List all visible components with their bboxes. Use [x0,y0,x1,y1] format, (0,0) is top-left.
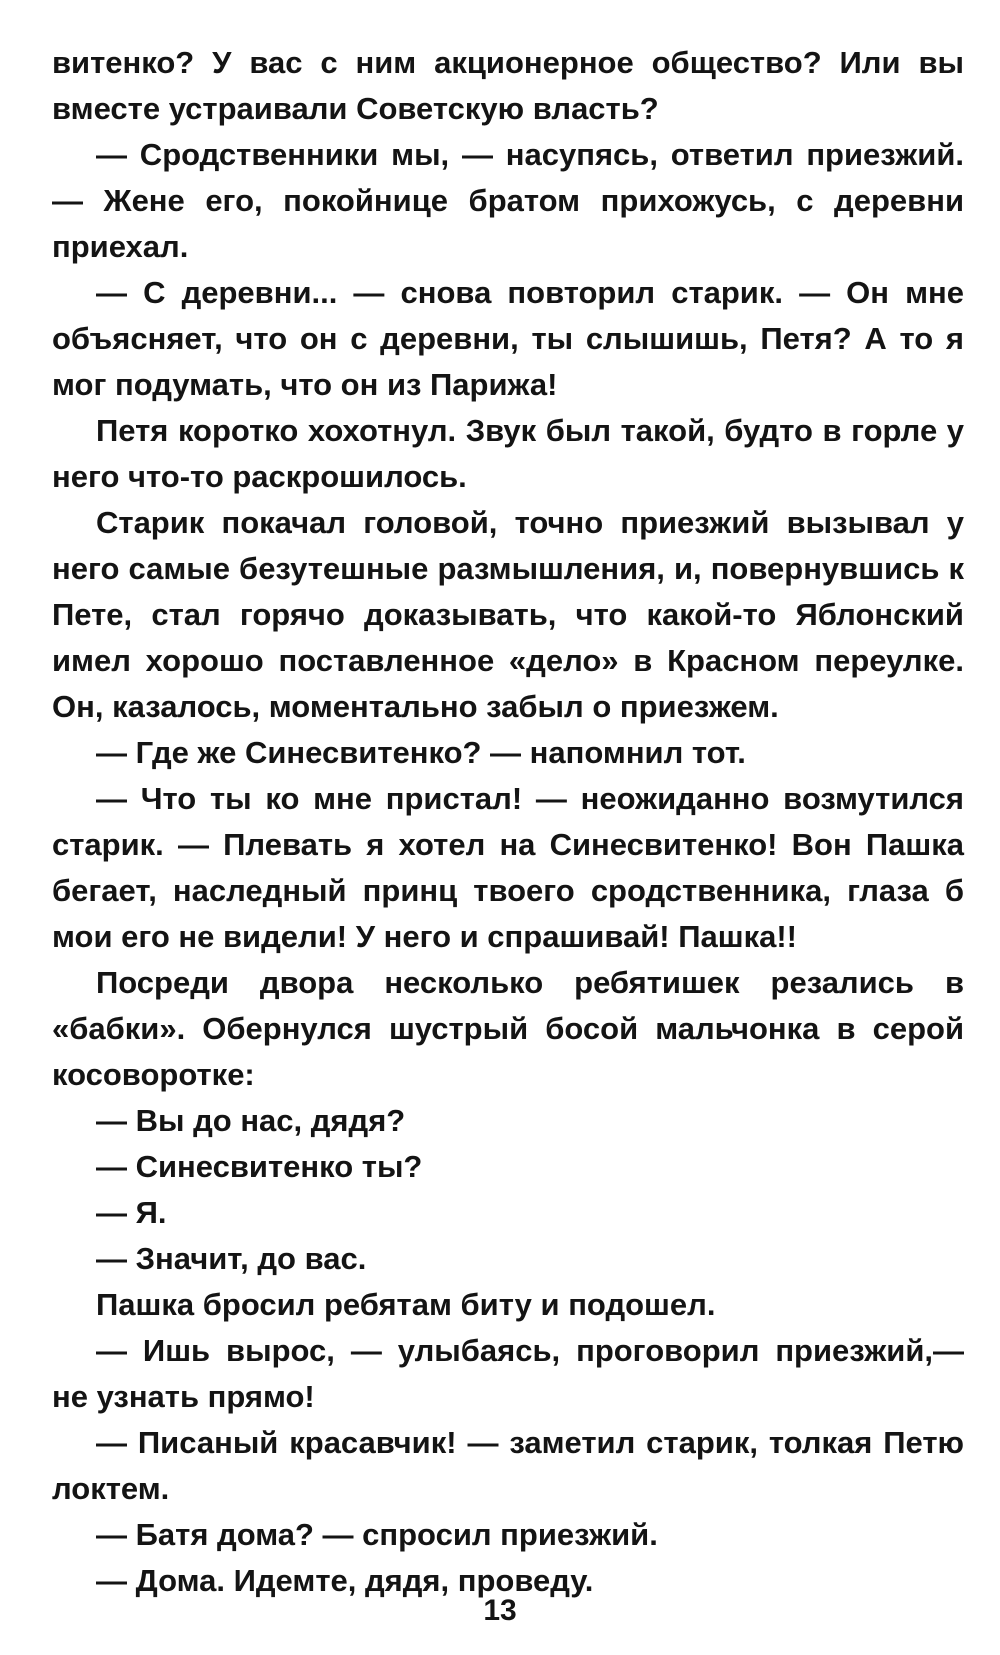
page-number: 13 [483,1594,517,1627]
paragraph-6: — Где же Синесвитенко? — напомнил тот. [96,735,746,770]
paragraph-14: — Ишь вырос, — улыбаясь, проговорил приезжий,— не узнать прямо! [52,1333,964,1414]
book-page [52,40,964,1604]
paragraph-7: — Что ты ко мне пристал! — неожиданно возмутился старик. — Плевать я хотел на Синесвитенко! Вон Пашка бегает, наследный принц твоего сродственника, глаза б мои его не видели! У него и спрашивай! Пашка!! [52,781,964,954]
paragraph-17: — Дома. Идемте, дядя, проведу. [96,1563,594,1598]
paragraph-13: Пашка бросил ребятам биту и подошел. [96,1287,716,1322]
paragraph-3: — С деревни... — снова повторил старик. — Он мне объясняет, что он с деревни, ты слышишь, Петя? А то я мог подумать, что он из Парижа! [52,275,964,402]
paragraph-5: Старик покачал головой, точно приезжий вызывал у него самые безутешные размышления, и, повернувшись к Пете, стал горячо доказывать, что какой-то Яблонский имел хорошо поставленное «дело» в Красном переулке. Он, казалось, моментально забыл о приезжем. [52,505,964,724]
paragraph-10: — Синесвитенко ты? [96,1149,423,1184]
paragraph-12: — Значит, до вас. [96,1241,367,1276]
paragraph-9: — Вы до нас, дядя? [96,1103,406,1138]
paragraph-16: — Батя дома? — спросил приезжий. [96,1517,658,1552]
paragraph-2: — Сродственники мы, — насупясь, ответил приезжий. — Жене его, покойнице братом прихожусь, с деревни приехал. [52,137,964,264]
paragraph-15: — Писаный красавчик! — заметил старик, толкая Петю локтем. [52,1425,964,1506]
paragraph-8: Посреди двора несколько ребятишек резались в «бабки». Обернулся шустрый босой мальчонка в серой косоворотке: [52,965,964,1092]
paragraph-1: витенко? У вас с ним акционерное общество? Или вы вместе устраивали Советскую власть? [52,45,964,126]
paragraph-4: Петя коротко хохотнул. Звук был такой, будто в горле у него что-то раскрошилось. [52,413,964,494]
paragraph-11: — Я. [96,1195,167,1230]
